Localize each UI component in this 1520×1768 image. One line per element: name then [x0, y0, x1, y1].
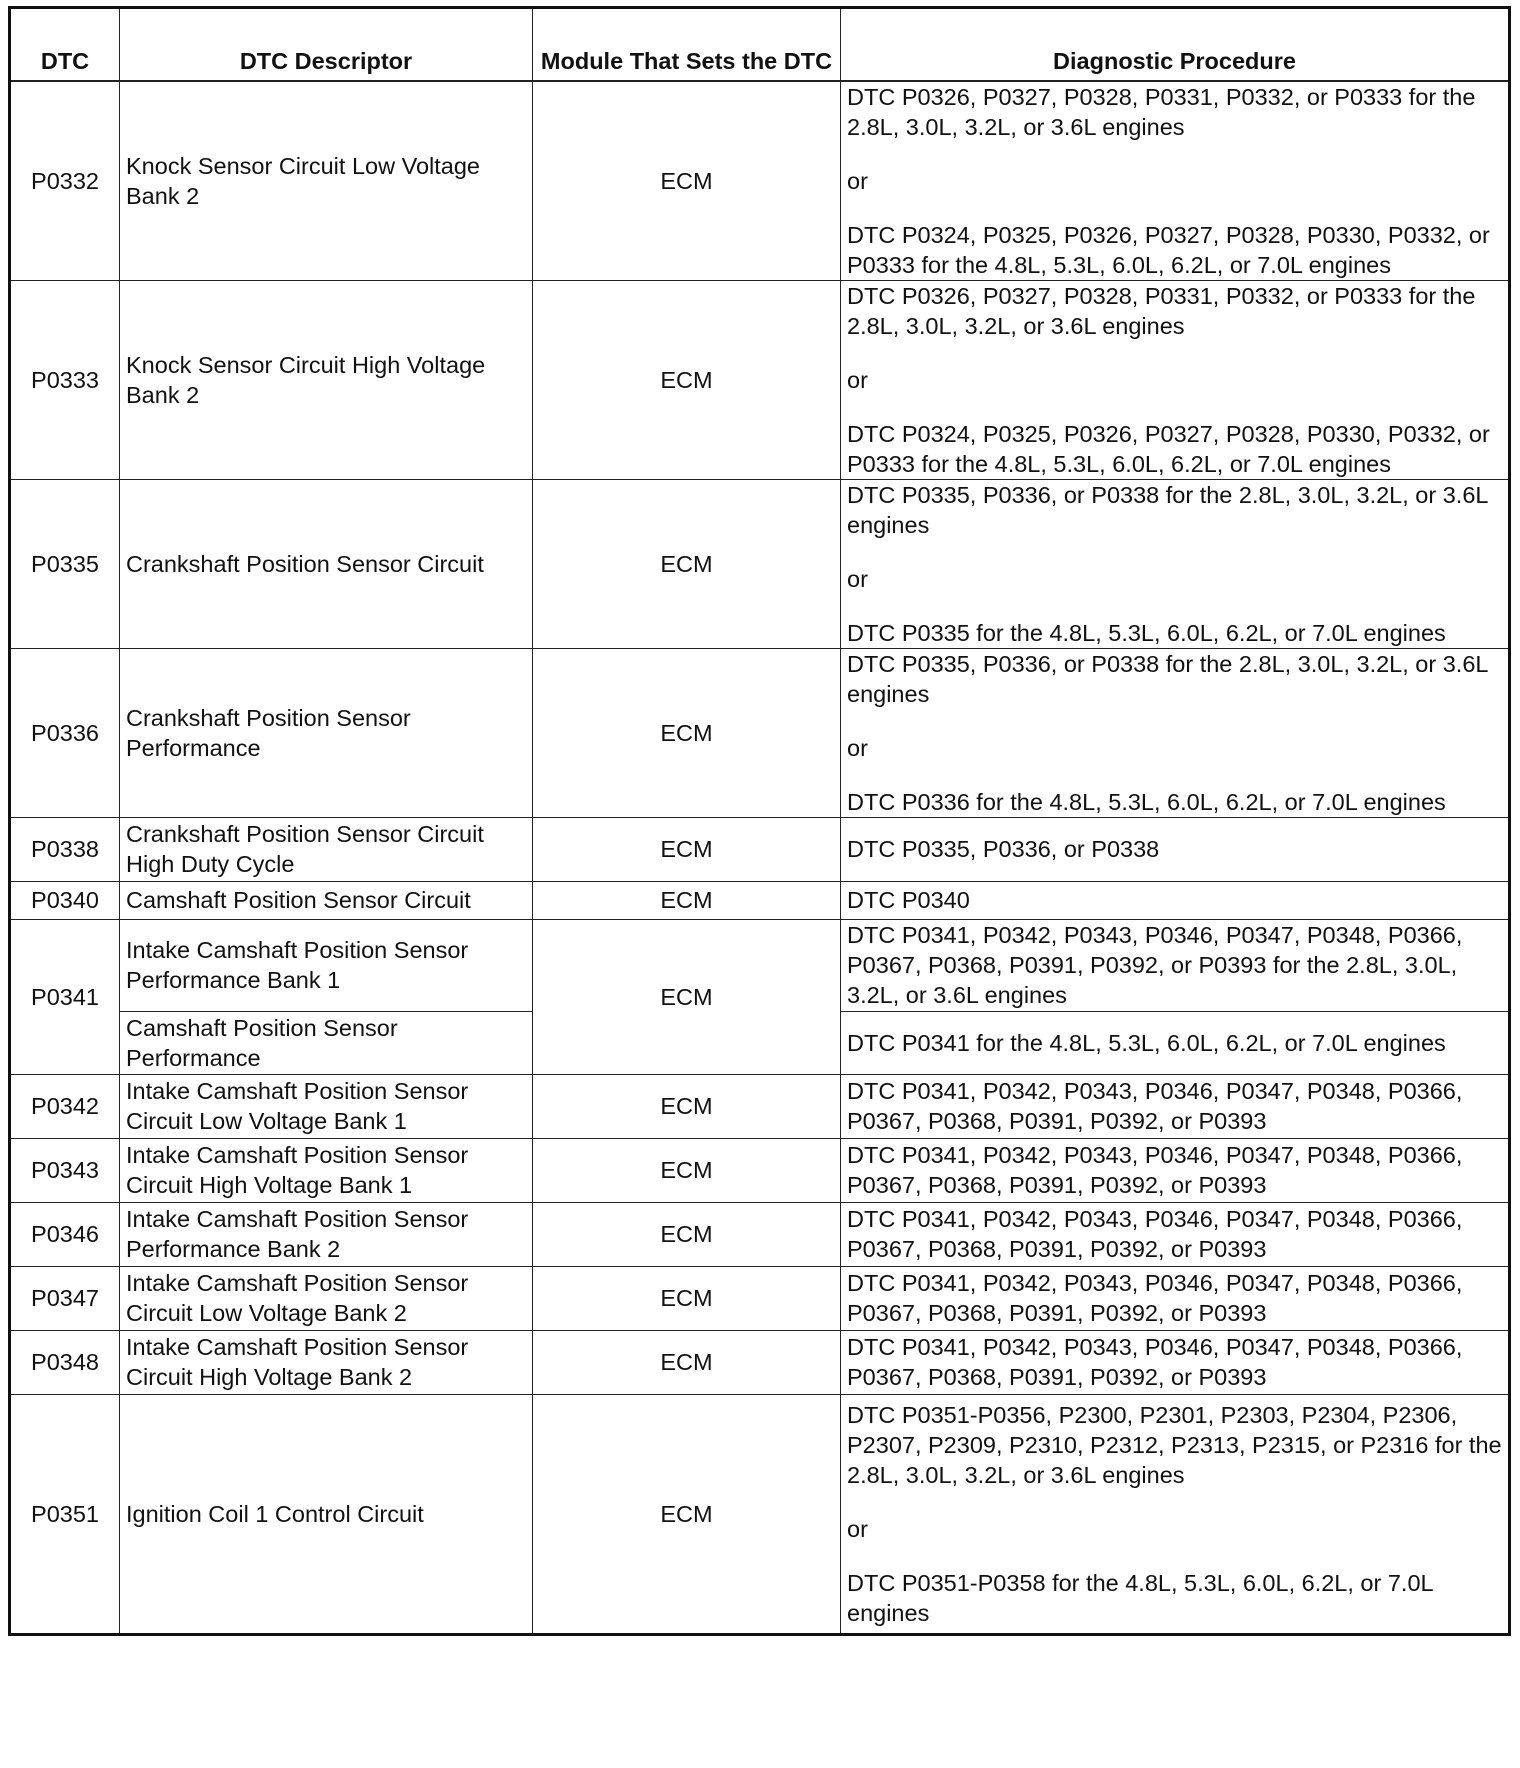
table-row — [10, 81, 1510, 281]
dtc-code: P0346 — [10, 1202, 120, 1266]
procedure-line: DTC P0326, P0327, P0328, P0331, P0332, or P0333 for the 2.8L, 3.0L, 3.2L, or 3.6L engines — [847, 83, 1476, 140]
diagnostic-procedure — [841, 881, 1510, 919]
dtc-code: P0351 — [10, 1394, 120, 1634]
dtc-descriptor: Crankshaft Position Sensor Performance — [120, 648, 533, 817]
dtc-descriptor: Camshaft Position Sensor Circuit — [120, 881, 533, 919]
diagnostic-procedure — [841, 919, 1510, 1011]
module: ECM — [533, 648, 841, 817]
diagnostic-procedure — [841, 1266, 1510, 1330]
diagnostic-procedure — [841, 1011, 1510, 1074]
table-row — [10, 817, 1510, 881]
diagnostic-procedure — [841, 1394, 1510, 1634]
module: ECM — [533, 919, 841, 1074]
dtc-descriptor: Intake Camshaft Position Sensor Circuit Low Voltage Bank 1 — [120, 1074, 533, 1138]
dtc-descriptor: Camshaft Position Sensor Performance — [120, 1011, 533, 1074]
header-procedure: Diagnostic Procedure — [841, 8, 1510, 81]
dtc-code: P0347 — [10, 1266, 120, 1330]
dtc-descriptor: Crankshaft Position Sensor Circuit — [120, 479, 533, 648]
procedure-line: DTC P0335, P0336, or P0338 — [847, 836, 1160, 862]
module: ECM — [533, 479, 841, 648]
procedure-line: DTC P0351-P0358 for the 4.8L, 5.3L, 6.0L, 6.2L, or 7.0L engines — [847, 1569, 1433, 1626]
procedure-line: DTC P0324, P0325, P0326, P0327, P0328, P0330, P0332, or P0333 for the 4.8L, 5.3L, 6.0L, 6.2L, or 7.0L engines — [847, 420, 1490, 477]
module: ECM — [533, 81, 841, 281]
diagnostic-procedure — [841, 817, 1510, 881]
table-row — [10, 881, 1510, 919]
dtc-code: P0335 — [10, 479, 120, 648]
module: ECM — [533, 1202, 841, 1266]
dtc-code: P0333 — [10, 280, 120, 479]
module: ECM — [533, 881, 841, 919]
dtc-descriptor: Intake Camshaft Position Sensor Circuit High Voltage Bank 1 — [120, 1138, 533, 1202]
table-row — [10, 1074, 1510, 1138]
procedure-line: or — [847, 565, 868, 592]
procedure-line: DTC P0341, P0342, P0343, P0346, P0347, P0348, P0366, P0367, P0368, P0391, P0392, or P0393 for the 2.8L, 3.0L, 3.2L, or 3.6L engines — [847, 922, 1463, 1008]
table-row — [10, 1266, 1510, 1330]
header-descriptor: DTC Descriptor — [120, 8, 533, 81]
dtc-descriptor: Knock Sensor Circuit Low Voltage Bank 2 — [120, 81, 533, 281]
procedure-line: DTC P0335 for the 4.8L, 5.3L, 6.0L, 6.2L, or 7.0L engines — [847, 619, 1446, 646]
dtc-code: P0348 — [10, 1330, 120, 1394]
dtc-code: P0336 — [10, 648, 120, 817]
table-row — [10, 1330, 1510, 1394]
dtc-table — [8, 6, 1511, 1636]
table-row — [10, 919, 1510, 1011]
procedure-line: DTC P0336 for the 4.8L, 5.3L, 6.0L, 6.2L, or 7.0L engines — [847, 788, 1446, 815]
module: ECM — [533, 1266, 841, 1330]
procedure-line: DTC P0341, P0342, P0343, P0346, P0347, P0348, P0366, P0367, P0368, P0391, P0392, or P0393 — [847, 1270, 1463, 1326]
module: ECM — [533, 817, 841, 881]
procedure-line: DTC P0341, P0342, P0343, P0346, P0347, P0348, P0366, P0367, P0368, P0391, P0392, or P0393 — [847, 1142, 1463, 1198]
procedure-line: or — [847, 167, 868, 194]
procedure-line: or — [847, 1515, 868, 1542]
procedure-line: or — [847, 734, 868, 761]
procedure-line: DTC P0341, P0342, P0343, P0346, P0347, P0348, P0366, P0367, P0368, P0391, P0392, or P0393 — [847, 1078, 1463, 1134]
dtc-descriptor: Intake Camshaft Position Sensor Performance Bank 2 — [120, 1202, 533, 1266]
table-row — [10, 1394, 1510, 1634]
header-row — [10, 8, 1510, 81]
dtc-descriptor: Intake Camshaft Position Sensor Circuit Low Voltage Bank 2 — [120, 1266, 533, 1330]
procedure-line: DTC P0351-P0356, P2300, P2301, P2303, P2304, P2306, P2307, P2309, P2310, P2312, P2313, P2315, or P2316 for the 2.8L, 3.0L, 3.2L, or 3.6L engines — [847, 1401, 1502, 1488]
diagnostic-procedure — [841, 479, 1510, 648]
table-row — [10, 1138, 1510, 1202]
dtc-descriptor: Intake Camshaft Position Sensor Performance Bank 1 — [120, 919, 533, 1011]
procedure-line: DTC P0341, P0342, P0343, P0346, P0347, P0348, P0366, P0367, P0368, P0391, P0392, or P0393 — [847, 1334, 1463, 1390]
dtc-descriptor: Intake Camshaft Position Sensor Circuit High Voltage Bank 2 — [120, 1330, 533, 1394]
dtc-descriptor: Ignition Coil 1 Control Circuit — [120, 1394, 533, 1634]
dtc-code: P0338 — [10, 817, 120, 881]
procedure-line: DTC P0326, P0327, P0328, P0331, P0332, or P0333 for the 2.8L, 3.0L, 3.2L, or 3.6L engines — [847, 282, 1476, 339]
dtc-code: P0341 — [10, 919, 120, 1074]
table-row — [10, 479, 1510, 648]
table-row — [10, 280, 1510, 479]
diagnostic-procedure — [841, 280, 1510, 479]
module: ECM — [533, 280, 841, 479]
dtc-descriptor: Knock Sensor Circuit High Voltage Bank 2 — [120, 280, 533, 479]
header-dtc: DTC — [10, 8, 120, 81]
diagnostic-procedure — [841, 1138, 1510, 1202]
module: ECM — [533, 1394, 841, 1634]
header-module: Module That Sets the DTC — [533, 8, 841, 81]
diagnostic-procedure — [841, 1330, 1510, 1394]
dtc-code: P0332 — [10, 81, 120, 281]
procedure-line: or — [847, 366, 868, 393]
module: ECM — [533, 1138, 841, 1202]
procedure-line: DTC P0335, P0336, or P0338 for the 2.8L, 3.0L, 3.2L, or 3.6L engines — [847, 650, 1488, 707]
diagnostic-procedure — [841, 1202, 1510, 1266]
dtc-code: P0342 — [10, 1074, 120, 1138]
procedure-line: DTC P0335, P0336, or P0338 for the 2.8L, 3.0L, 3.2L, or 3.6L engines — [847, 481, 1488, 538]
dtc-code: P0340 — [10, 881, 120, 919]
diagnostic-procedure — [841, 1074, 1510, 1138]
procedure-line: DTC P0340 — [847, 887, 970, 913]
procedure-line: DTC P0341, P0342, P0343, P0346, P0347, P0348, P0366, P0367, P0368, P0391, P0392, or P0393 — [847, 1206, 1463, 1262]
procedure-line: DTC P0341 for the 4.8L, 5.3L, 6.0L, 6.2L, or 7.0L engines — [847, 1029, 1446, 1056]
module: ECM — [533, 1330, 841, 1394]
procedure-line: DTC P0324, P0325, P0326, P0327, P0328, P0330, P0332, or P0333 for the 4.8L, 5.3L, 6.0L, 6.2L, or 7.0L engines — [847, 221, 1490, 278]
table-row — [10, 1202, 1510, 1266]
diagnostic-procedure — [841, 648, 1510, 817]
dtc-code: P0343 — [10, 1138, 120, 1202]
diagnostic-procedure — [841, 81, 1510, 281]
dtc-descriptor: Crankshaft Position Sensor Circuit High Duty Cycle — [120, 817, 533, 881]
module: ECM — [533, 1074, 841, 1138]
table-row — [10, 648, 1510, 817]
